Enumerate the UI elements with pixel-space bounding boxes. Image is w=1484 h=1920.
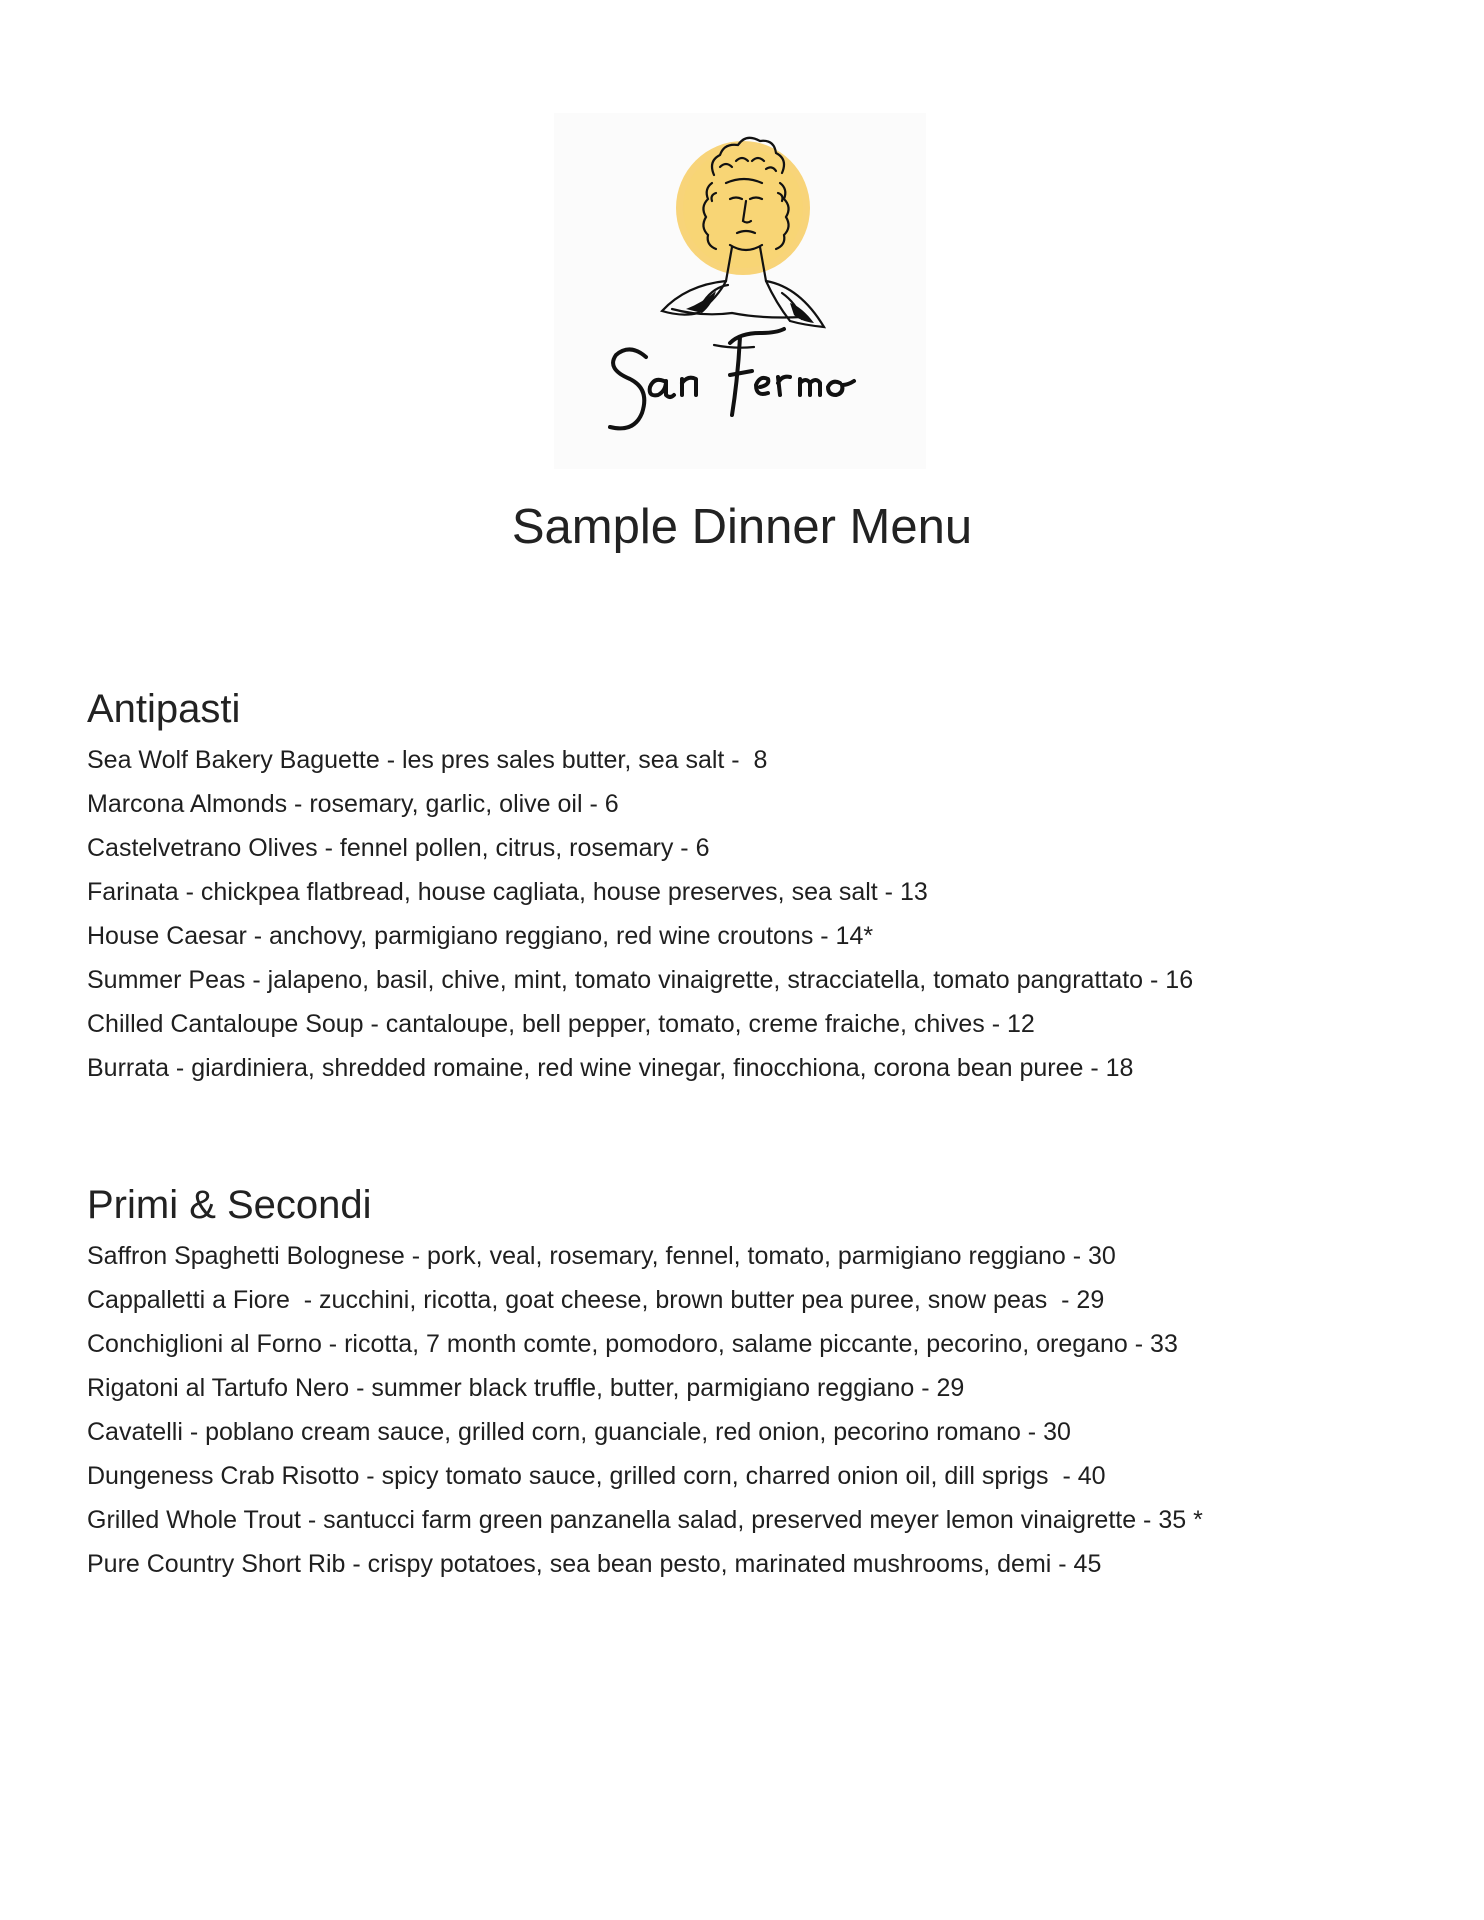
menu-item: Summer Peas - jalapeno, basil, chive, mint, tomato vinaigrette, stracciatella, tomato pangrattato - 16	[87, 966, 1194, 994]
menu-item: Marcona Almonds - rosemary, garlic, olive oil - 6	[87, 790, 619, 818]
menu-item: Saffron Spaghetti Bolognese - pork, veal, rosemary, fennel, tomato, parmigiano reggiano - 30	[87, 1242, 1116, 1270]
logo	[554, 113, 926, 469]
section-heading: Primi & Secondi	[87, 1183, 372, 1227]
menu-item: Grilled Whole Trout - santucci farm green panzanella salad, preserved meyer lemon vinaigrette - 35 *	[87, 1506, 1203, 1534]
menu-item: Rigatoni al Tartufo Nero - summer black truffle, butter, parmigiano reggiano - 29	[87, 1374, 965, 1402]
menu-item: Conchiglioni al Forno - ricotta, 7 month comte, pomodoro, salame piccante, pecorino, oregano - 33	[87, 1330, 1178, 1358]
section-primi-secondi	[87, 1180, 1447, 1586]
menu-item: Pure Country Short Rib - crispy potatoes, sea bean pesto, marinated mushrooms, demi - 45	[87, 1550, 1102, 1578]
menu-item: Dungeness Crab Risotto - spicy tomato sauce, grilled corn, charred onion oil, dill sprigs - 40	[87, 1462, 1106, 1490]
menu-item: Chilled Cantaloupe Soup - cantaloupe, bell pepper, tomato, creme fraiche, chives - 12	[87, 1010, 1035, 1038]
page-title: Sample Dinner Menu	[511, 500, 973, 554]
menu-item: Burrata - giardiniera, shredded romaine, red wine vinegar, finocchiona, corona bean puree - 18	[87, 1054, 1134, 1082]
menu-item: House Caesar - anchovy, parmigiano reggiano, red wine croutons - 14*	[87, 922, 874, 950]
menu-item: Sea Wolf Bakery Baguette - les pres sales butter, sea salt - 8	[87, 746, 768, 774]
menu-item: Castelvetrano Olives - fennel pollen, citrus, rosemary - 6	[87, 834, 710, 862]
menu-item: Cappalletti a Fiore - zucchini, ricotta, goat cheese, brown butter pea puree, snow peas - 29	[87, 1286, 1105, 1314]
section-heading: Antipasti	[87, 687, 241, 731]
section-antipasti	[87, 684, 1447, 1090]
menu-item: Farinata - chickpea flatbread, house cagliata, house preserves, sea salt - 13	[87, 878, 928, 906]
menu-item: Cavatelli - poblano cream sauce, grilled corn, guanciale, red onion, pecorino romano - 30	[87, 1418, 1071, 1446]
saint-bust-logo-icon	[554, 113, 926, 469]
